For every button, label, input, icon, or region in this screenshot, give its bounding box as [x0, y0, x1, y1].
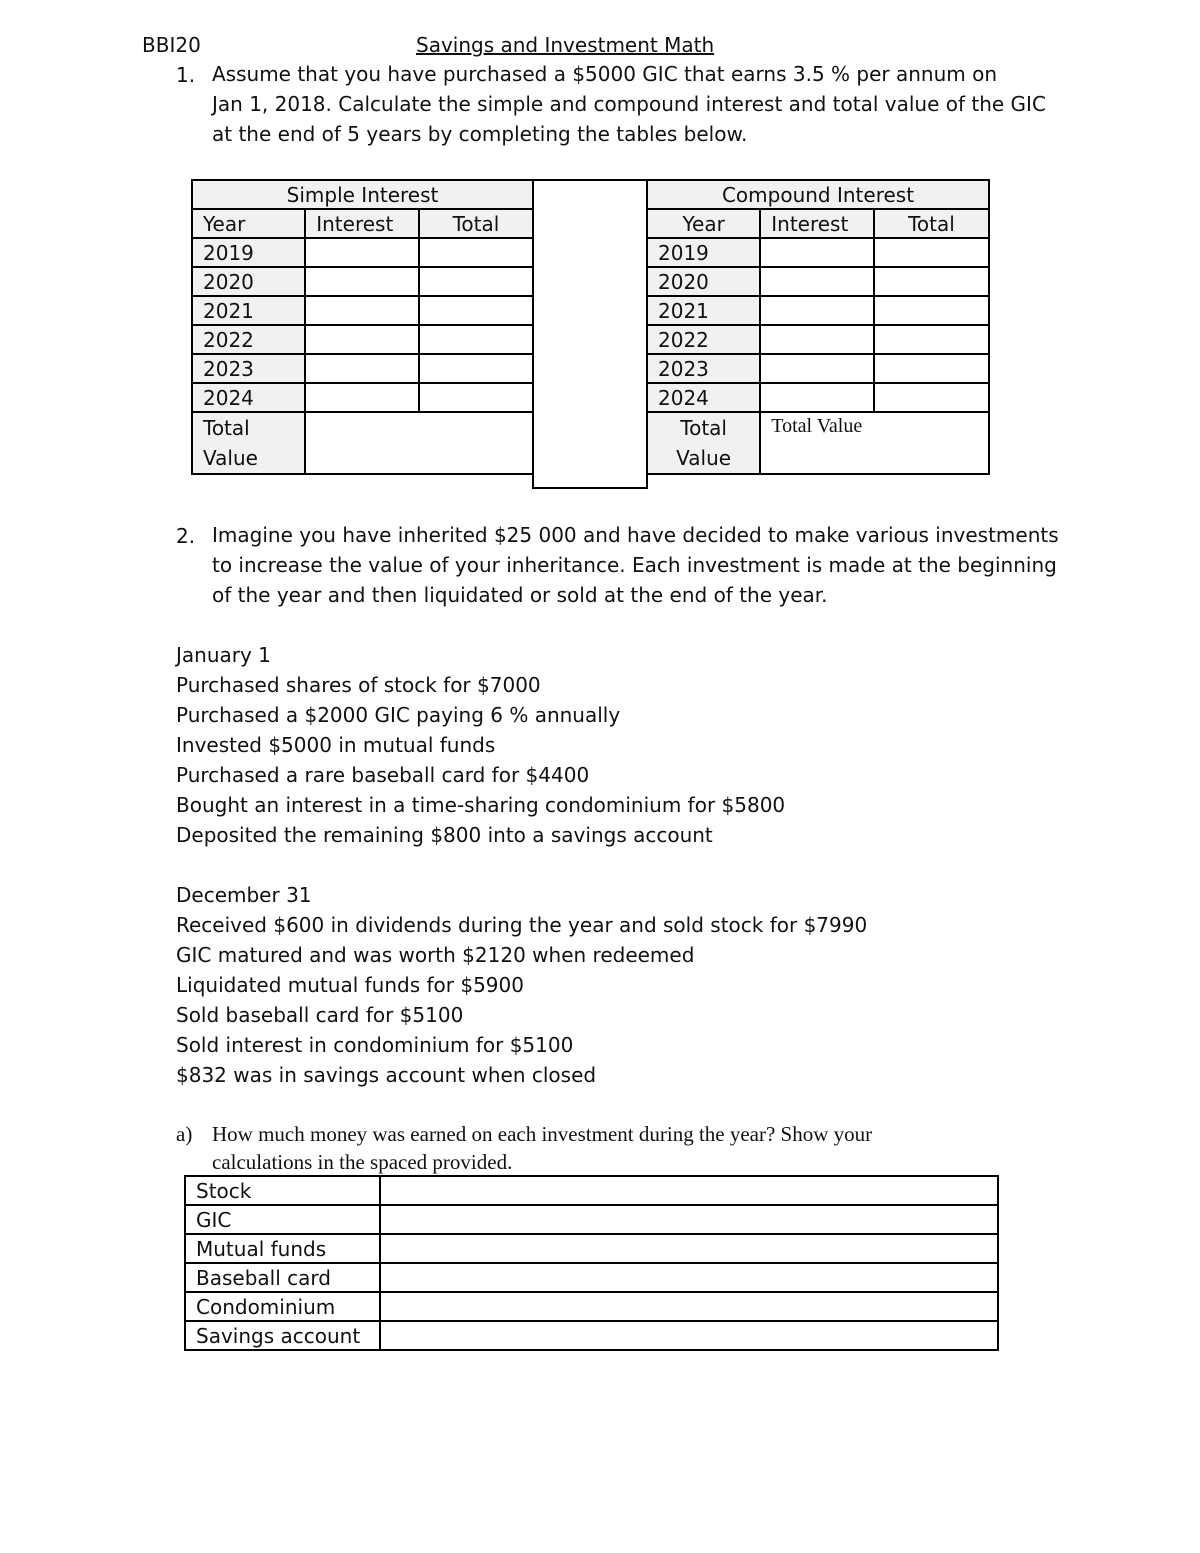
simple-interest-cell[interactable]	[305, 296, 419, 325]
simple-interest-cell[interactable]	[305, 325, 419, 354]
calculation-cell[interactable]	[380, 1176, 998, 1205]
question-2-number: 2.	[176, 524, 196, 548]
simple-total-label-line-1: Total	[203, 416, 250, 440]
part-a-label: a)	[176, 1122, 193, 1146]
simple-year-cell: 2019	[192, 238, 305, 267]
simple-year-cell: 2022	[192, 325, 305, 354]
compound-interest-table	[646, 179, 990, 475]
list-item: Sold interest in condominium for $5100	[176, 1033, 574, 1057]
question-1-line-3: at the end of 5 years by completing the tables below.	[212, 122, 748, 146]
simple-interest-table	[191, 179, 534, 475]
compound-total-value-cell[interactable]	[760, 412, 989, 474]
simple-header-interest: Interest	[305, 209, 419, 238]
compound-header-interest: Interest	[760, 209, 874, 238]
simple-total-cell[interactable]	[419, 325, 533, 354]
compound-interest-cell[interactable]	[760, 383, 874, 412]
question-1-number: 1.	[176, 63, 196, 87]
january-transactions	[176, 640, 785, 850]
spacer-cell	[533, 180, 647, 488]
simple-interest-cell[interactable]	[305, 354, 419, 383]
list-item: GIC matured and was worth $2120 when redeemed	[176, 943, 695, 967]
january-heading: January 1	[176, 643, 271, 667]
december-transactions	[176, 880, 867, 1090]
simple-year-cell: 2021	[192, 296, 305, 325]
page-title: Savings and Investment Math	[416, 33, 715, 57]
list-item: Purchased a rare baseball card for $4400	[176, 763, 590, 787]
compound-year-cell: 2020	[647, 267, 760, 296]
question-2-line-2: to increase the value of your inheritance. Each investment is made at the beginning	[212, 553, 1057, 577]
compound-total-value-label	[647, 412, 760, 474]
compound-year-cell: 2022	[647, 325, 760, 354]
simple-total-label-line-2: Value	[203, 446, 258, 470]
simple-total-cell[interactable]	[419, 267, 533, 296]
compound-total-cell[interactable]	[874, 383, 989, 412]
compound-interest-cell[interactable]	[760, 354, 874, 383]
question-1-line-2: Jan 1, 2018. Calculate the simple and compound interest and total value of the GIC	[212, 92, 1046, 116]
simple-year-cell: 2024	[192, 383, 305, 412]
compound-total-cell[interactable]	[874, 267, 989, 296]
compound-total-cell[interactable]	[874, 296, 989, 325]
compound-year-cell: 2021	[647, 296, 760, 325]
question-2-line-3: of the year and then liquidated or sold at the end of the year.	[212, 583, 828, 607]
compound-interest-cell[interactable]	[760, 296, 874, 325]
earnings-table	[184, 1175, 999, 1351]
simple-total-value-cell[interactable]	[305, 412, 533, 474]
compound-total-label-line-2: Value	[676, 446, 732, 470]
simple-year-cell: 2023	[192, 354, 305, 383]
simple-year-cell: 2020	[192, 267, 305, 296]
list-item: Sold baseball card for $5100	[176, 1003, 464, 1027]
compound-year-cell: 2023	[647, 354, 760, 383]
investment-label-cell: Baseball card	[185, 1263, 380, 1292]
simple-total-cell[interactable]	[419, 296, 533, 325]
list-item: $832 was in savings account when closed	[176, 1063, 597, 1087]
compound-header-year: Year	[647, 209, 760, 238]
compound-total-value-text: Total Value	[771, 415, 863, 437]
compound-header-total: Total	[874, 209, 989, 238]
list-item: Invested $5000 in mutual funds	[176, 733, 496, 757]
simple-total-cell[interactable]	[419, 238, 533, 267]
list-item: Purchased a $2000 GIC paying 6 % annually	[176, 703, 621, 727]
simple-total-cell[interactable]	[419, 383, 533, 412]
part-a-line-1: How much money was earned on each investment during the year? Show your	[212, 1122, 873, 1146]
calculation-cell[interactable]	[380, 1321, 998, 1350]
simple-total-value-label	[192, 412, 305, 474]
list-item: Purchased shares of stock for $7000	[176, 673, 541, 697]
part-a-line-2: calculations in the spaced provided.	[212, 1150, 513, 1174]
simple-interest-cell[interactable]	[305, 238, 419, 267]
calculation-cell[interactable]	[380, 1263, 998, 1292]
simple-header-total: Total	[419, 209, 533, 238]
compound-year-cell: 2019	[647, 238, 760, 267]
investment-label-cell: GIC	[185, 1205, 380, 1234]
list-item: Received $600 in dividends during the year and sold stock for $7990	[176, 913, 868, 937]
course-code: BBI20	[142, 33, 201, 57]
compound-interest-cell[interactable]	[760, 325, 874, 354]
investment-label-cell: Savings account	[185, 1321, 380, 1350]
compound-total-cell[interactable]	[874, 354, 989, 383]
list-item: Bought an interest in a time-sharing condominium for $5800	[176, 793, 786, 817]
simple-interest-cell[interactable]	[305, 383, 419, 412]
simple-interest-cell[interactable]	[305, 267, 419, 296]
simple-table-title: Simple Interest	[192, 180, 533, 209]
compound-total-label-line-1: Total	[680, 416, 727, 440]
compound-table-title: Compound Interest	[647, 180, 989, 209]
simple-header-year: Year	[192, 209, 305, 238]
compound-interest-cell[interactable]	[760, 238, 874, 267]
question-1-line-1: Assume that you have purchased a $5000 GIC that earns 3.5 % per annum on	[212, 62, 998, 86]
question-2-line-1: Imagine you have inherited $25 000 and have decided to make various investments	[212, 523, 1059, 547]
investment-label-cell: Condominium	[185, 1292, 380, 1321]
compound-total-cell[interactable]	[874, 325, 989, 354]
list-item: Liquidated mutual funds for $5900	[176, 973, 524, 997]
list-item: Deposited the remaining $800 into a savings account	[176, 823, 713, 847]
calculation-cell[interactable]	[380, 1205, 998, 1234]
compound-interest-cell[interactable]	[760, 267, 874, 296]
calculation-cell[interactable]	[380, 1234, 998, 1263]
investment-label-cell: Stock	[185, 1176, 380, 1205]
simple-total-cell[interactable]	[419, 354, 533, 383]
compound-year-cell: 2024	[647, 383, 760, 412]
table-spacer	[532, 179, 648, 489]
compound-total-cell[interactable]	[874, 238, 989, 267]
calculation-cell[interactable]	[380, 1292, 998, 1321]
investment-label-cell: Mutual funds	[185, 1234, 380, 1263]
december-heading: December 31	[176, 883, 312, 907]
